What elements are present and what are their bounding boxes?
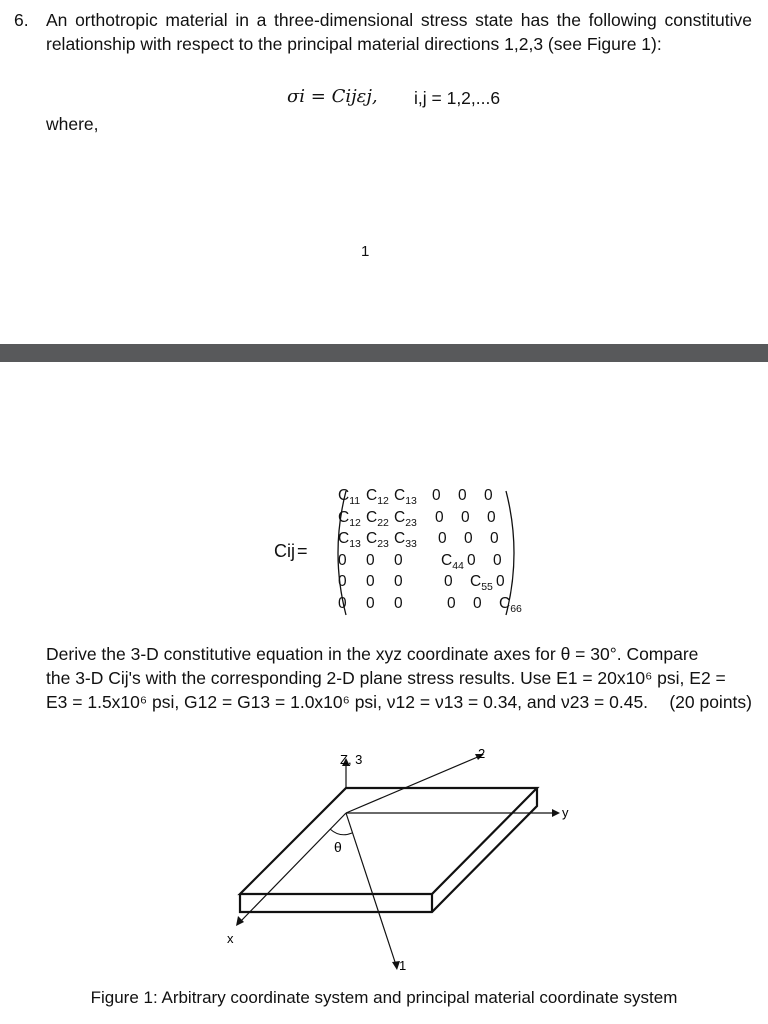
matrix-label: Cij	[274, 541, 295, 561]
matrix-cell-3-3: $C_{33}$	[394, 530, 417, 551]
constitutive-equation: σi = Cijεj,	[287, 86, 378, 107]
matrix-cell-6-6: $C_{66}$	[499, 594, 522, 615]
task-line-3-row	[46, 690, 752, 714]
matrix-cell-1-6: 0	[484, 487, 493, 504]
theta-arc	[330, 829, 352, 835]
plate-top-face	[240, 788, 537, 894]
task-line-1: Derive the 3-D constitutive equation in the xyz coordinate axes for θ = 30°. Compare	[46, 644, 699, 664]
task-line-2: the 3-D Cij's with the corresponding 2-D plane stress results. Use E1 = 20x10⁶ psi, E2 =	[46, 668, 726, 688]
stiffness-matrix	[336, 487, 522, 619]
matrix-cell-1-5: 0	[458, 487, 467, 504]
coordinate-figure	[0, 740, 768, 985]
matrix-cell-1-2: $C_{12}$	[366, 487, 389, 508]
matrix-cell-5-4: 0	[444, 573, 453, 590]
matrix-cell-2-3: $C_{23}$	[394, 508, 417, 529]
matrix-cell-4-1: 0	[338, 551, 347, 569]
task-points: (20 points)	[669, 692, 752, 712]
label-z3: Z, 3	[340, 752, 363, 767]
matrix-cell-1-3: $C_{13}$	[394, 487, 417, 508]
matrix-cell-1-4: 0	[432, 487, 441, 504]
matrix-cell-5-5: $C_{55}$	[470, 573, 493, 594]
matrix-cell-5-1: 0	[338, 573, 347, 590]
label-2: 2	[478, 746, 486, 761]
page-divider	[0, 344, 768, 362]
task-text	[46, 642, 752, 714]
matrix-cell-6-2: 0	[366, 594, 375, 612]
page-number: 1	[361, 243, 370, 260]
matrix-cell-2-1: $C_{12}$	[338, 508, 361, 529]
matrix-cell-4-6: 0	[493, 551, 502, 569]
matrix-brackets	[336, 487, 516, 619]
problem-intro: An orthotropic material in a three-dimensional stress state has the following constitutive relationship with respect to the principal material directions 1,2,3 (see Figure 1):	[46, 10, 752, 54]
label-y: y	[562, 805, 569, 820]
matrix-cell-3-5: 0	[464, 530, 473, 547]
matrix-cell-3-4: 0	[438, 530, 447, 547]
label-x: x	[227, 931, 234, 946]
label-theta: θ	[334, 839, 342, 855]
matrix-cell-3-2: $C_{23}$	[366, 530, 389, 551]
figure-caption: Figure 1: Arbitrary coordinate system and principal material coordinate system	[90, 988, 678, 1007]
matrix-cell-4-3: 0	[394, 551, 403, 569]
index-range: i,j = 1,2,...6	[414, 88, 501, 108]
where-label: where,	[46, 114, 99, 134]
matrix-cell-2-2: $C_{22}$	[366, 508, 389, 529]
matrix-cell-2-4: 0	[435, 508, 444, 526]
matrix-cell-3-6: 0	[490, 530, 499, 547]
matrix-cell-5-6: 0	[496, 573, 505, 590]
task-line-3: E3 = 1.5x10⁶ psi, G12 = G13 = 1.0x10⁶ psi, ν12 = ν13 = 0.34, and ν23 = 0.45.	[46, 692, 649, 712]
matrix-cell-4-4: $C_{44}$	[441, 551, 464, 572]
matrix-cell-5-2: 0	[366, 573, 375, 590]
matrix-cell-2-6: 0	[487, 508, 496, 526]
problem-number: 6.	[14, 10, 29, 30]
matrix-cell-6-5: 0	[473, 594, 482, 612]
matrix-cell-1-1: $C_{11}$	[338, 487, 361, 508]
matrix-cell-3-1: $C_{13}$	[338, 530, 361, 551]
matrix-cell-4-2: 0	[366, 551, 375, 569]
matrix-equals: =	[297, 541, 308, 561]
matrix-cell-2-5: 0	[461, 508, 470, 526]
axis-1	[346, 813, 396, 965]
matrix-cell-4-5: 0	[467, 551, 476, 569]
matrix-cell-6-4: 0	[447, 594, 456, 612]
matrix-cell-6-3: 0	[394, 594, 403, 612]
matrix-cell-6-1: 0	[338, 594, 347, 612]
label-1: 1	[399, 958, 407, 973]
axis-2	[346, 756, 480, 813]
matrix-cell-5-3: 0	[394, 573, 403, 590]
